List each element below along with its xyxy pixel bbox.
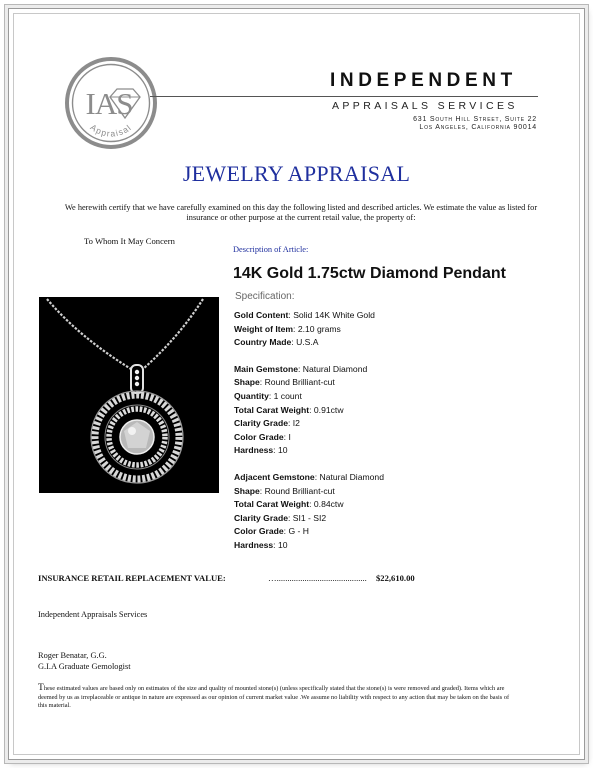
signer-name: Roger Benatar, G.G.	[38, 651, 107, 660]
spec-gold-content: Gold Content: Solid 14K White Gold	[234, 310, 375, 320]
spec-country: Country Made: U.S.A	[234, 337, 319, 348]
logo-monogram: IAS	[85, 86, 133, 121]
specifications-list	[234, 309, 564, 553]
address-line-2: Los Angeles, California 90014	[419, 124, 537, 131]
spec-adjacent-carat: Total Carat Weight: 0.84ctw	[234, 499, 344, 510]
item-title: 14K Gold 1.75ctw Diamond Pendant	[233, 265, 506, 282]
spec-main-gemstone: Main Gemstone: Natural Diamond	[234, 363, 368, 374]
spec-adjacent-clarity: Clarity Grade: SI1 - SI2	[234, 512, 327, 523]
svg-text:Appraisal	[88, 122, 133, 139]
header-divider	[150, 96, 538, 97]
description-label: Description of Article:	[233, 245, 309, 254]
spec-main-color: Color Grade: I	[234, 431, 291, 442]
certification-statement: We herewith certify that we have carefully examined on this day the following listed and described articles. We estimate the value as listed for insurance or other purpose at the current retail value, the property of:	[64, 203, 538, 222]
spec-main-hardness: Hardness: 10	[234, 445, 288, 456]
pendant-photo	[39, 297, 219, 493]
document-title: JEWELRY APPRAISAL	[182, 161, 411, 186]
company-name: Independent Appraisals Services	[38, 610, 148, 619]
spec-weight: Weight of Item: 2.10 grams	[234, 323, 341, 334]
signer-credential: G.I.A Graduate Gemologist	[38, 662, 131, 671]
recipient: To Whom It May Concern	[84, 236, 175, 246]
spec-main-carat: Total Carat Weight: 0.91ctw	[234, 404, 344, 415]
logo-subtext: Appraisal	[88, 122, 134, 139]
disclaimer	[38, 684, 513, 711]
spec-adjacent-hardness: Hardness: 10	[234, 539, 288, 550]
disclaimer-text: hese estimated values are based only on estimates of the size and quality of mounted stone(s) (unless specifically stated that the stone(s) is were removed and graded). Items which are deemed by us as irreplaceable or antique in nature are expressed as our opinion of current market value .We assume no liability with respect to any action that may be taken on the basis of this material.	[38, 685, 510, 710]
signer-block	[38, 650, 131, 672]
valuation-amount: $22,610.00	[376, 573, 415, 583]
address-line-1: 631 South Hill Street, Suite 22	[413, 116, 537, 123]
spec-adjacent-gemstone: Adjacent Gemstone: Natural Diamond	[234, 471, 384, 482]
spec-main-quantity: Quantity: 1 count	[234, 390, 302, 401]
specification-label: Specification:	[235, 291, 295, 302]
spec-adjacent-shape: Shape: Round Brilliant-cut	[234, 485, 335, 496]
ias-logo	[64, 56, 158, 150]
spec-main-clarity: Clarity Grade: I2	[234, 418, 300, 429]
valuation-leader: …..........................................	[268, 573, 367, 583]
firm-subtitle: APPRAISALS SERVICES	[332, 100, 518, 112]
firm-name: INDEPENDENT	[330, 70, 517, 91]
valuation-label: INSURANCE RETAIL REPLACEMENT VALUE:	[38, 573, 226, 583]
disclaimer-drop-letter: T	[38, 683, 44, 693]
spec-main-shape: Shape: Round Brilliant-cut	[234, 377, 335, 388]
spec-adjacent-color: Color Grade: G - H	[234, 526, 309, 537]
